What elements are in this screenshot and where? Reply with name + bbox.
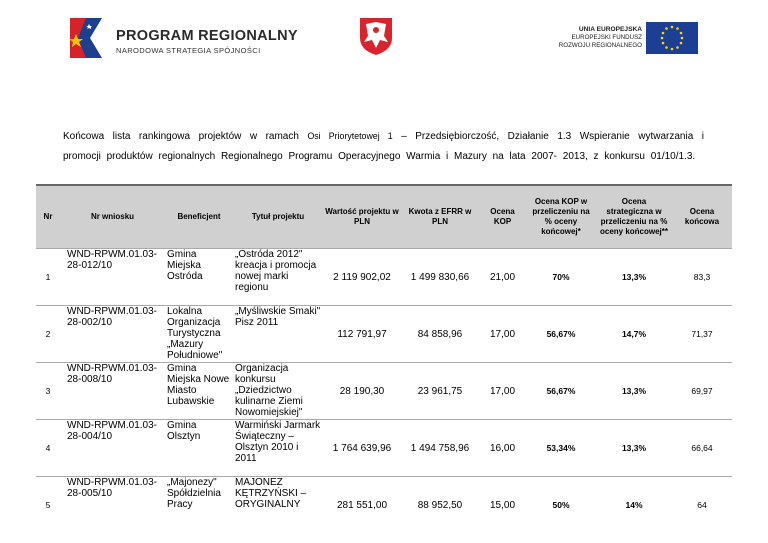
intro-part-1: Końcowa lista rankingowa projektów w ramach	[63, 131, 308, 142]
cell-wniosek: WND-RPWM.01.03-28-012/10	[67, 249, 158, 271]
table-row	[36, 249, 732, 306]
program-regionalny-logo	[62, 12, 110, 62]
intro-paragraph	[63, 126, 704, 167]
cell-kwota: 88 952,50	[401, 477, 479, 534]
cell-ocena-strat: 13,3%	[596, 249, 672, 306]
cell-ocena-strat: 13,3%	[596, 363, 672, 420]
cell-kwota: 1 499 830,66	[401, 249, 479, 306]
cell-wartosc: 112 791,97	[323, 306, 401, 363]
cell-ocena-koncowa: 69,97	[672, 363, 732, 420]
cell-ocena-kop: 15,00	[479, 477, 526, 534]
cell-wartosc: 1 764 639,96	[323, 420, 401, 477]
cell-tytul: Warmiński Jarmark Świąteczny – Olsztyn 2010 i 2011	[235, 420, 321, 464]
cell-wniosek: WND-RPWM.01.03-28-002/10	[67, 306, 158, 328]
cell-wartosc: 2 119 902,02	[323, 249, 401, 306]
cell-wniosek: WND-RPWM.01.03-28-004/10	[67, 420, 158, 442]
cell-ocena-kop-pct: 56,67%	[526, 306, 596, 363]
cell-ocena-kop-pct: 50%	[526, 477, 596, 534]
col-ocena-koncowa: Ocena końcowa	[672, 185, 732, 249]
col-beneficjent: Beneficjent	[165, 185, 233, 249]
cell-ocena-koncowa: 66,64	[672, 420, 732, 477]
cell-nr: 3	[36, 363, 60, 420]
table-row	[36, 363, 732, 420]
cell-kwota: 23 961,75	[401, 363, 479, 420]
intro-part-3: – Przedsiębiorczość, Działanie 1.3 Wspieranie wytwarzania i promocji produktów regionalnych Regionalnego Programu Operacyjnego Warmia i Mazury na lata 2007- 2013, z konkursu 01/10/1.3.	[63, 131, 704, 162]
cell-beneficjent: Gmina Miejska Nowe Miasto Lubawskie	[167, 363, 230, 407]
cell-tytul: „Myśliwskie Smaki" Pisz 2011	[235, 306, 321, 328]
cell-ocena-kop: 21,00	[479, 249, 526, 306]
cell-tytul: Organizacja konkursu „Dziedzictwo kulinarne Ziemi Nowomiejskiej"	[235, 363, 303, 418]
cell-ocena-kop: 17,00	[479, 363, 526, 420]
cell-nr: 4	[36, 420, 60, 477]
ranking-table	[36, 184, 732, 533]
cell-beneficjent: „Majonezy" Spółdzielnia Pracy	[167, 477, 221, 510]
cell-ocena-kop-pct: 70%	[526, 249, 596, 306]
col-wniosek: Nr wniosku	[60, 185, 165, 249]
cell-nr: 1	[36, 249, 60, 306]
cell-nr: 5	[36, 477, 60, 534]
cell-nr: 2	[36, 306, 60, 363]
cell-tytul: „Ostróda 2012" kreacja i promocja nowej marki regionu	[235, 249, 317, 293]
table-row	[36, 477, 732, 534]
cell-beneficjent: Gmina Olsztyn	[167, 420, 201, 442]
cell-wartosc: 281 551,00	[323, 477, 401, 534]
cell-ocena-strat: 14,7%	[596, 306, 672, 363]
cell-beneficjent: Gmina Miejska Ostróda	[167, 249, 203, 282]
cell-wniosek: WND-RPWM.01.03-28-005/10	[67, 477, 158, 499]
cell-ocena-kop: 16,00	[479, 420, 526, 477]
eu-line-2: EUROPEJSKI FUNDUSZ	[571, 34, 642, 41]
col-tytul: Tytuł projektu	[233, 185, 323, 249]
warmia-mazury-crest-icon	[358, 16, 394, 56]
cell-ocena-kop-pct: 53,34%	[526, 420, 596, 477]
cell-tytul: MAJONEZ KĘTRZYŃSKI – ORYGINALNY	[235, 477, 307, 510]
col-ocena-kop-pct: Ocena KOP w przeliczeniu na % oceny końcowej*	[526, 185, 596, 249]
eu-text-block	[548, 26, 642, 50]
cell-kwota: 1 494 758,96	[401, 420, 479, 477]
table-row	[36, 420, 732, 477]
eu-line-3: ROZWOJU REGIONALNEGO	[558, 42, 642, 49]
cell-ocena-koncowa: 64	[672, 477, 732, 534]
table-header-row	[36, 185, 732, 249]
col-nr: Nr	[36, 185, 60, 249]
cell-kwota: 84 858,96	[401, 306, 479, 363]
col-wartosc: Wartość projektu w PLN	[323, 185, 401, 249]
eu-flag-icon	[646, 22, 698, 54]
cell-ocena-koncowa: 83,3	[672, 249, 732, 306]
cell-ocena-strat: 13,3%	[596, 420, 672, 477]
program-subtitle: NARODOWA STRATEGIA SPÓJNOŚCI	[116, 46, 261, 55]
col-kwota: Kwota z EFRR w PLN	[401, 185, 479, 249]
cell-ocena-kop: 17,00	[479, 306, 526, 363]
col-ocena-kop: Ocena KOP	[479, 185, 526, 249]
program-title: PROGRAM REGIONALNY	[116, 28, 298, 44]
cell-ocena-koncowa: 71,37	[672, 306, 732, 363]
table-row	[36, 306, 732, 363]
page-header	[0, 0, 768, 80]
intro-part-2: Osi Priorytetowej 1	[307, 131, 393, 141]
cell-wartosc: 28 190,30	[323, 363, 401, 420]
cell-ocena-kop-pct: 56,67%	[526, 363, 596, 420]
col-ocena-strat: Ocena strategiczna w przeliczeniu na % oceny końcowej**	[596, 185, 672, 249]
cell-beneficjent: Lokalna Organizacja Turystyczna „Mazury Południowe"	[167, 306, 223, 361]
cell-ocena-strat: 14%	[596, 477, 672, 534]
eu-line-1: UNIA EUROPEJSKA	[578, 26, 642, 33]
cell-wniosek: WND-RPWM.01.03-28-008/10	[67, 363, 158, 385]
